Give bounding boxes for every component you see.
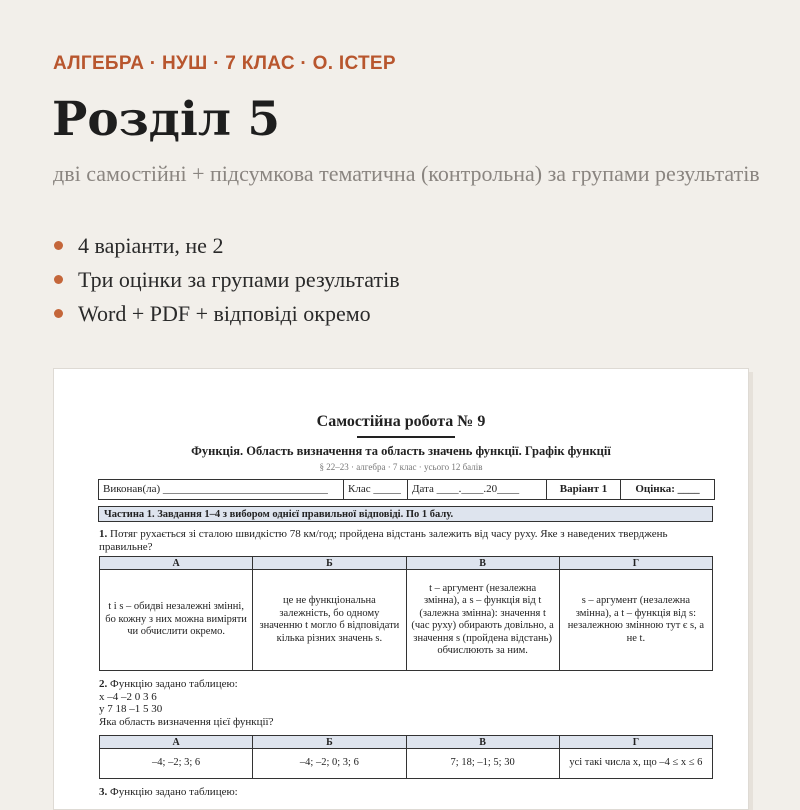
page-subtitle: дві самостійні + підсумкова тематична (контрольна) за групами результатів — [53, 161, 760, 186]
student-name-cell: Виконав(ла) ______________________________ — [99, 480, 344, 499]
bullet-dot-icon — [54, 241, 63, 250]
bullet-dot-icon — [54, 309, 63, 318]
question-number: 3. — [99, 786, 108, 798]
list-item-text: Три оцінки за групами результатів — [78, 267, 400, 292]
title-underline — [357, 436, 455, 438]
option-header: В — [406, 736, 559, 749]
bullet-dot-icon — [54, 275, 63, 284]
grade-cell: Оцінка: ____ — [621, 480, 714, 499]
question-prompt: Яка область визначення цієї функції? — [99, 715, 274, 728]
question-number: 2. — [99, 678, 108, 690]
feature-list — [53, 231, 400, 333]
list-item — [53, 265, 400, 299]
option-b: це не функціональна залежність, бо одному значенню t могло б відповідати кілька різних значень s. — [253, 570, 406, 671]
option-a: t і s – обидві незалежні змінні, бо кожну з них можна виміряти чи обчислити окремо. — [100, 570, 253, 671]
date-cell: Дата ____.____.20____ — [408, 480, 547, 499]
option-c: t – аргумент (незалежна змінна), а s – функція від t (залежна змінна): значення t (час руху) обирають довільно, а значення s (пройдена відстань) обчислюють за ним. — [406, 570, 559, 671]
question-1-options — [99, 556, 713, 671]
page-title: Розділ 5 — [52, 92, 281, 147]
question-1 — [99, 528, 713, 553]
list-item — [53, 231, 400, 265]
question-3 — [99, 786, 713, 799]
option-header: Г — [559, 736, 712, 749]
list-item-text: 4 варіанти, не 2 — [78, 233, 224, 258]
option-header: В — [406, 557, 559, 570]
option-header: Б — [253, 557, 406, 570]
option-header: Г — [559, 557, 712, 570]
option-header: А — [100, 557, 253, 570]
worksheet-preview — [53, 368, 749, 810]
worksheet-title: Самостійна робота № 9 — [316, 413, 486, 430]
class-cell: Клас _____ — [344, 480, 408, 499]
option-header: Б — [253, 736, 406, 749]
option-d: s – аргумент (незалежна змінна), а t – функція від s: незалежною змінною тут є s, а не t. — [559, 570, 712, 671]
list-item-text: Word + PDF + відповіді окремо — [78, 301, 371, 326]
table-row-y: y 7 18 –1 5 30 — [99, 703, 163, 715]
question-2 — [99, 678, 713, 728]
option-d: усі такі числа x, що –4 ≤ x ≤ 6 — [559, 749, 712, 779]
option-b: –4; –2; 0; 3; 6 — [253, 749, 406, 779]
question-text: Функцію задано таблицею: — [110, 786, 238, 798]
question-number: 1. — [99, 528, 108, 540]
question-text: Функцію задано таблицею: — [110, 678, 238, 690]
student-info-row — [98, 479, 715, 500]
worksheet-subtitle: Функція. Область визначення та область значень функції. Графік функції — [191, 444, 611, 458]
worksheet-meta: § 22–23 · алгебра · 7 клас · усього 12 балів — [319, 462, 483, 472]
course-kicker: АЛГЕБРА · НУШ · 7 КЛАС · О. ІСТЕР — [53, 53, 396, 74]
list-item — [53, 299, 400, 333]
option-a: –4; –2; 3; 6 — [100, 749, 253, 779]
question-text: Потяг рухається зі сталою швидкістю 78 км/год; пройдена відстань залежить від часу руху. Яке з наведених тверджень правильне? — [99, 528, 668, 553]
option-header: А — [100, 736, 253, 749]
option-c: 7; 18; –1; 5; 30 — [406, 749, 559, 779]
variant-cell: Варіант 1 — [547, 480, 621, 499]
part-1-header: Частина 1. Завдання 1–4 з вибором однієї правильної відповіді. По 1 балу. — [98, 506, 713, 522]
question-2-options — [99, 735, 713, 779]
table-row-x: x –4 –2 0 3 6 — [99, 690, 157, 703]
